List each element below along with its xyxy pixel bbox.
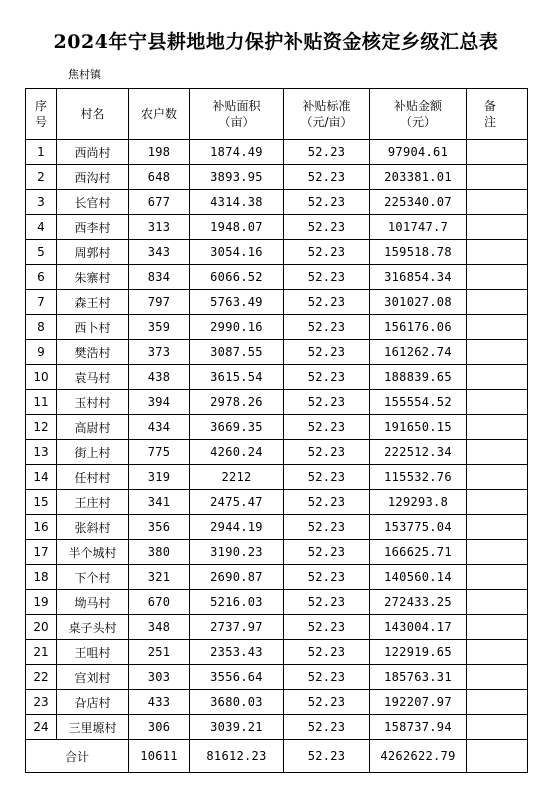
cell-area: 3615.54 — [190, 365, 284, 390]
cell-remark — [467, 715, 528, 740]
table-row — [26, 690, 528, 715]
cell-rate: 52.23 — [284, 165, 370, 190]
cell-remark — [467, 290, 528, 315]
table-row — [26, 465, 528, 490]
cell-rate: 52.23 — [284, 690, 370, 715]
table-body — [26, 140, 528, 740]
cell-seq: 15 — [26, 490, 57, 515]
cell-village: 朱寨村 — [57, 265, 129, 290]
cell-remark — [467, 390, 528, 415]
cell-area: 5216.03 — [190, 590, 284, 615]
cell-remark — [467, 690, 528, 715]
cell-households: 797 — [129, 290, 190, 315]
cell-rate: 52.23 — [284, 715, 370, 740]
cell-seq: 1 — [26, 140, 57, 165]
cell-seq: 16 — [26, 515, 57, 540]
cell-area: 3054.16 — [190, 240, 284, 265]
cell-rate: 52.23 — [284, 315, 370, 340]
cell-seq: 17 — [26, 540, 57, 565]
cell-village: 三里塬村 — [57, 715, 129, 740]
cell-area: 2690.87 — [190, 565, 284, 590]
table-row — [26, 665, 528, 690]
cell-village: 桌子头村 — [57, 615, 129, 640]
cell-amount: 225340.07 — [370, 190, 467, 215]
cell-remark — [467, 615, 528, 640]
cell-remark — [467, 190, 528, 215]
cell-amount: 143004.17 — [370, 615, 467, 640]
cell-area: 2353.43 — [190, 640, 284, 665]
table-row — [26, 290, 528, 315]
cell-rate: 52.23 — [284, 140, 370, 165]
cell-remark — [467, 540, 528, 565]
table-row — [26, 615, 528, 640]
header-seq: 序 号 — [26, 89, 57, 140]
cell-households: 677 — [129, 190, 190, 215]
cell-village: 西沟村 — [57, 165, 129, 190]
cell-remark — [467, 365, 528, 390]
cell-remark — [467, 340, 528, 365]
table-row — [26, 415, 528, 440]
cell-rate: 52.23 — [284, 290, 370, 315]
cell-remark — [467, 315, 528, 340]
cell-amount: 316854.34 — [370, 265, 467, 290]
cell-amount: 140560.14 — [370, 565, 467, 590]
cell-village: 袁马村 — [57, 365, 129, 390]
cell-area: 1874.49 — [190, 140, 284, 165]
cell-households: 434 — [129, 415, 190, 440]
cell-households: 341 — [129, 490, 190, 515]
cell-remark — [467, 440, 528, 465]
cell-rate: 52.23 — [284, 640, 370, 665]
cell-seq: 4 — [26, 215, 57, 240]
cell-area: 3556.64 — [190, 665, 284, 690]
cell-remark — [467, 265, 528, 290]
cell-area: 3087.55 — [190, 340, 284, 365]
cell-households: 303 — [129, 665, 190, 690]
cell-seq: 18 — [26, 565, 57, 590]
cell-remark — [467, 415, 528, 440]
cell-seq: 10 — [26, 365, 57, 390]
cell-village: 西卜村 — [57, 315, 129, 340]
total-amount: 4262622.79 — [370, 740, 467, 773]
cell-seq: 11 — [26, 390, 57, 415]
cell-rate: 52.23 — [284, 540, 370, 565]
cell-rate: 52.23 — [284, 190, 370, 215]
header-amount: 补贴金额 （元） — [370, 89, 467, 140]
cell-amount: 185763.31 — [370, 665, 467, 690]
table-header-row — [26, 89, 528, 140]
cell-amount: 191650.15 — [370, 415, 467, 440]
cell-rate: 52.23 — [284, 415, 370, 440]
header-households: 农户数 — [129, 89, 190, 140]
cell-amount: 101747.7 — [370, 215, 467, 240]
cell-households: 348 — [129, 615, 190, 640]
cell-amount: 155554.52 — [370, 390, 467, 415]
cell-rate: 52.23 — [284, 215, 370, 240]
cell-area: 6066.52 — [190, 265, 284, 290]
cell-households: 670 — [129, 590, 190, 615]
cell-households: 433 — [129, 690, 190, 715]
cell-area: 2475.47 — [190, 490, 284, 515]
cell-amount: 272433.25 — [370, 590, 467, 615]
cell-village: 樊浩村 — [57, 340, 129, 365]
total-households: 10611 — [129, 740, 190, 773]
cell-households: 251 — [129, 640, 190, 665]
cell-remark — [467, 140, 528, 165]
total-label: 合计 — [26, 740, 129, 773]
cell-households: 319 — [129, 465, 190, 490]
cell-area: 5763.49 — [190, 290, 284, 315]
cell-households: 359 — [129, 315, 190, 340]
table-row — [26, 715, 528, 740]
cell-amount: 161262.74 — [370, 340, 467, 365]
cell-amount: 129293.8 — [370, 490, 467, 515]
cell-rate: 52.23 — [284, 265, 370, 290]
table-row — [26, 590, 528, 615]
cell-area: 3190.23 — [190, 540, 284, 565]
cell-village: 长官村 — [57, 190, 129, 215]
table-row — [26, 165, 528, 190]
cell-households: 321 — [129, 565, 190, 590]
cell-seq: 22 — [26, 665, 57, 690]
cell-area: 2212 — [190, 465, 284, 490]
cell-area: 2944.19 — [190, 515, 284, 540]
cell-area: 2990.16 — [190, 315, 284, 340]
header-village: 村名 — [57, 89, 129, 140]
cell-rate: 52.23 — [284, 240, 370, 265]
table-row — [26, 515, 528, 540]
cell-amount: 222512.34 — [370, 440, 467, 465]
cell-remark — [467, 590, 528, 615]
town-label: 焦村镇 — [68, 68, 101, 81]
cell-amount: 301027.08 — [370, 290, 467, 315]
cell-amount: 97904.61 — [370, 140, 467, 165]
cell-rate: 52.23 — [284, 365, 370, 390]
cell-area: 4260.24 — [190, 440, 284, 465]
total-row — [26, 740, 528, 773]
cell-village: 王庄村 — [57, 490, 129, 515]
cell-village: 高尉村 — [57, 415, 129, 440]
cell-area: 3680.03 — [190, 690, 284, 715]
table-row — [26, 565, 528, 590]
cell-seq: 12 — [26, 415, 57, 440]
page-title: 2024年宁县耕地地力保护补贴资金核定乡级汇总表 — [53, 31, 499, 53]
cell-seq: 5 — [26, 240, 57, 265]
cell-remark — [467, 515, 528, 540]
table-row — [26, 140, 528, 165]
cell-seq: 3 — [26, 190, 57, 215]
table-row — [26, 340, 528, 365]
cell-households: 438 — [129, 365, 190, 390]
table-row — [26, 190, 528, 215]
cell-village: 下个村 — [57, 565, 129, 590]
cell-rate: 52.23 — [284, 565, 370, 590]
table-row — [26, 215, 528, 240]
cell-rate: 52.23 — [284, 390, 370, 415]
cell-village: 半个城村 — [57, 540, 129, 565]
table-row — [26, 540, 528, 565]
table-row — [26, 315, 528, 340]
cell-amount: 192207.97 — [370, 690, 467, 715]
cell-households: 648 — [129, 165, 190, 190]
cell-area: 3669.35 — [190, 415, 284, 440]
cell-remark — [467, 240, 528, 265]
cell-rate: 52.23 — [284, 340, 370, 365]
cell-remark — [467, 490, 528, 515]
cell-amount: 153775.04 — [370, 515, 467, 540]
cell-seq: 14 — [26, 465, 57, 490]
header-remark: 备 注 — [467, 89, 528, 140]
cell-seq: 23 — [26, 690, 57, 715]
cell-village: 森王村 — [57, 290, 129, 315]
cell-amount: 115532.76 — [370, 465, 467, 490]
subsidy-table — [25, 88, 528, 773]
cell-seq: 20 — [26, 615, 57, 640]
cell-seq: 8 — [26, 315, 57, 340]
cell-area: 4314.38 — [190, 190, 284, 215]
cell-households: 198 — [129, 140, 190, 165]
cell-amount: 156176.06 — [370, 315, 467, 340]
cell-households: 313 — [129, 215, 190, 240]
cell-village: 西尚村 — [57, 140, 129, 165]
table-row — [26, 265, 528, 290]
cell-amount: 158737.94 — [370, 715, 467, 740]
cell-village: 宫刘村 — [57, 665, 129, 690]
header-rate: 补贴标准 （元/亩） — [284, 89, 370, 140]
cell-seq: 19 — [26, 590, 57, 615]
cell-households: 834 — [129, 265, 190, 290]
cell-households: 394 — [129, 390, 190, 415]
cell-village: 旮店村 — [57, 690, 129, 715]
cell-seq: 7 — [26, 290, 57, 315]
cell-remark — [467, 165, 528, 190]
cell-amount: 203381.01 — [370, 165, 467, 190]
cell-rate: 52.23 — [284, 440, 370, 465]
cell-remark — [467, 665, 528, 690]
cell-village: 玉村村 — [57, 390, 129, 415]
cell-remark — [467, 465, 528, 490]
cell-seq: 13 — [26, 440, 57, 465]
cell-village: 周郭村 — [57, 240, 129, 265]
total-area: 81612.23 — [190, 740, 284, 773]
cell-households: 343 — [129, 240, 190, 265]
cell-village: 任村村 — [57, 465, 129, 490]
cell-amount: 166625.71 — [370, 540, 467, 565]
cell-rate: 52.23 — [284, 665, 370, 690]
cell-rate: 52.23 — [284, 615, 370, 640]
cell-remark — [467, 640, 528, 665]
header-area: 补贴面积 （亩） — [190, 89, 284, 140]
cell-rate: 52.23 — [284, 515, 370, 540]
cell-rate: 52.23 — [284, 590, 370, 615]
cell-remark — [467, 215, 528, 240]
cell-seq: 24 — [26, 715, 57, 740]
cell-households: 306 — [129, 715, 190, 740]
cell-remark — [467, 565, 528, 590]
cell-area: 2737.97 — [190, 615, 284, 640]
cell-village: 坳马村 — [57, 590, 129, 615]
cell-village: 王咀村 — [57, 640, 129, 665]
table-row — [26, 240, 528, 265]
cell-seq: 9 — [26, 340, 57, 365]
cell-area: 2978.26 — [190, 390, 284, 415]
cell-seq: 2 — [26, 165, 57, 190]
table-row — [26, 440, 528, 465]
cell-seq: 21 — [26, 640, 57, 665]
total-rate: 52.23 — [284, 740, 370, 773]
cell-area: 3039.21 — [190, 715, 284, 740]
cell-rate: 52.23 — [284, 490, 370, 515]
cell-area: 3893.95 — [190, 165, 284, 190]
cell-households: 775 — [129, 440, 190, 465]
table-row — [26, 390, 528, 415]
cell-area: 1948.07 — [190, 215, 284, 240]
cell-seq: 6 — [26, 265, 57, 290]
cell-amount: 122919.65 — [370, 640, 467, 665]
cell-rate: 52.23 — [284, 465, 370, 490]
cell-amount: 188839.65 — [370, 365, 467, 390]
cell-village: 街上村 — [57, 440, 129, 465]
cell-households: 356 — [129, 515, 190, 540]
cell-village: 张斜村 — [57, 515, 129, 540]
table-row — [26, 640, 528, 665]
total-remark — [467, 740, 528, 773]
cell-amount: 159518.78 — [370, 240, 467, 265]
cell-households: 373 — [129, 340, 190, 365]
table-row — [26, 490, 528, 515]
table-row — [26, 365, 528, 390]
cell-households: 380 — [129, 540, 190, 565]
cell-village: 西李村 — [57, 215, 129, 240]
